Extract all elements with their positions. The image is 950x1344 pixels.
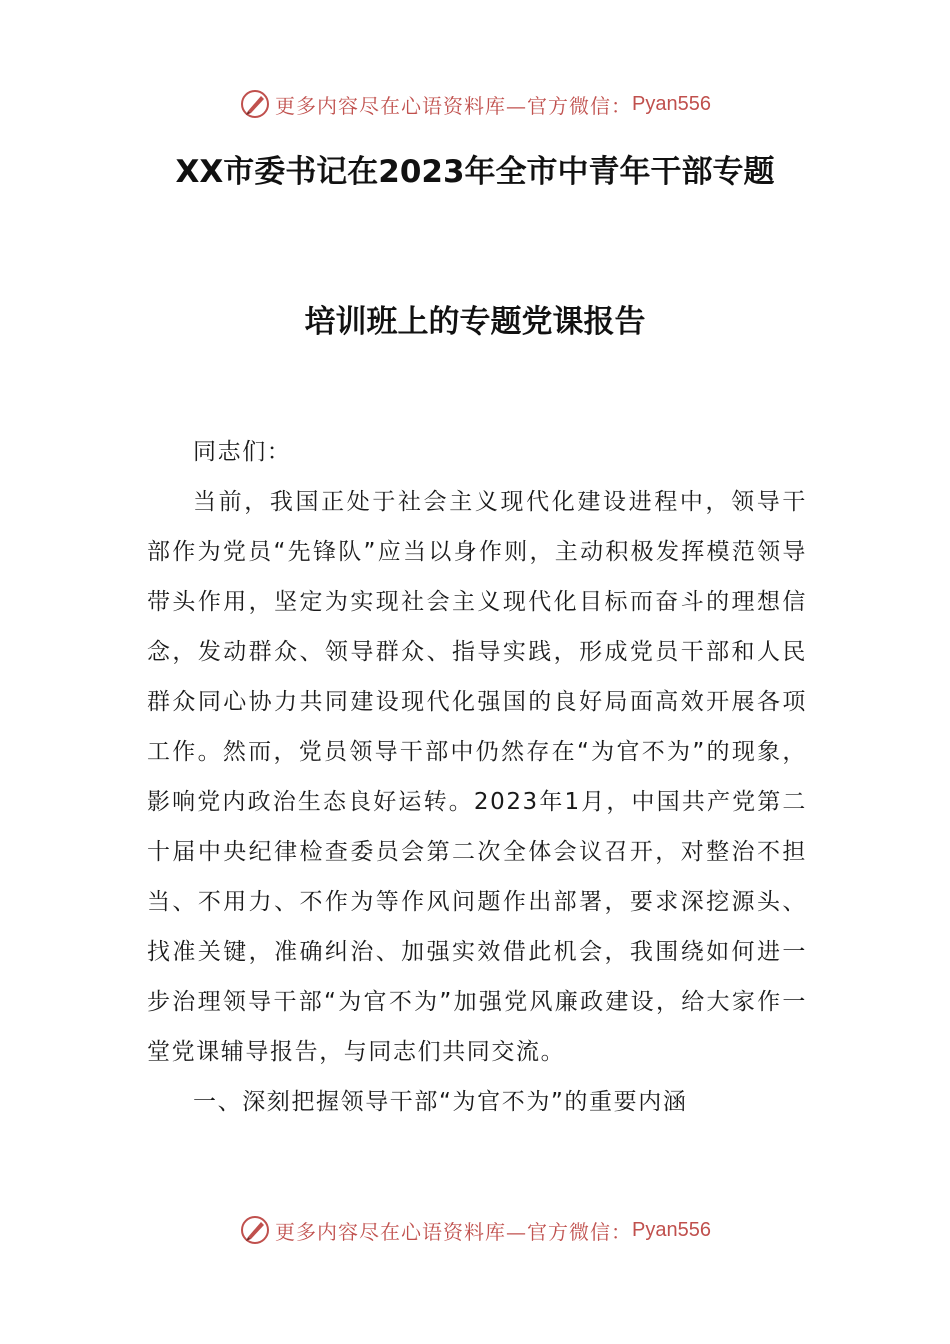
footer-watermark-banner [0, 1210, 950, 1250]
header-watermark-banner [0, 84, 950, 124]
document-title-line-1: XX市委书记在2023年全市中青年干部专题 [175, 154, 775, 190]
pen-logo-icon [239, 88, 271, 120]
banner-wechat-id: Pyan556 [632, 1218, 711, 1241]
document-title-line-2: 培训班上的专题党课报告 [304, 304, 646, 340]
document-body [147, 427, 807, 1127]
banner-text: 更多内容尽在心语资料库—官方微信： [275, 1219, 633, 1244]
section-heading: 一、深刻把握领导干部“为官不为”的重要内涵 [193, 1089, 688, 1115]
pen-logo-icon [239, 1214, 271, 1246]
banner-text: 更多内容尽在心语资料库—官方微信： [275, 93, 633, 118]
banner-wechat-id: Pyan556 [632, 92, 711, 115]
salutation: 同志们： [193, 439, 292, 465]
paragraph: 当前，我国正处于社会主义现代化建设进程中，领导干部作为党员“先锋队”应当以身作则，主动积极发挥模范领导带头作用，坚定为实现社会主义现代化目标而奋斗的理想信念，发动群众、领导群众、指导实践，形成党员干部和人民群众同心协力共同建设现代化强国的良好局面高效开展各项工作。然而，党员领导干部中仍然存在“为官不为”的现象，影响党内政治生态良好运转。2023年1月，中国共产党第二十届中央纪律检查委员会第二次全体会议召开，对整治不担当、不用力、不作为等作风问题作出部署，要求深挖源头、找准关键，准确纠治、加强实效借此机会，我围绕如何进一步治理领导干部“为官不为”加强党风廉政建设，给大家作一堂党课辅导报告，与同志们共同交流。 [147, 489, 807, 1065]
